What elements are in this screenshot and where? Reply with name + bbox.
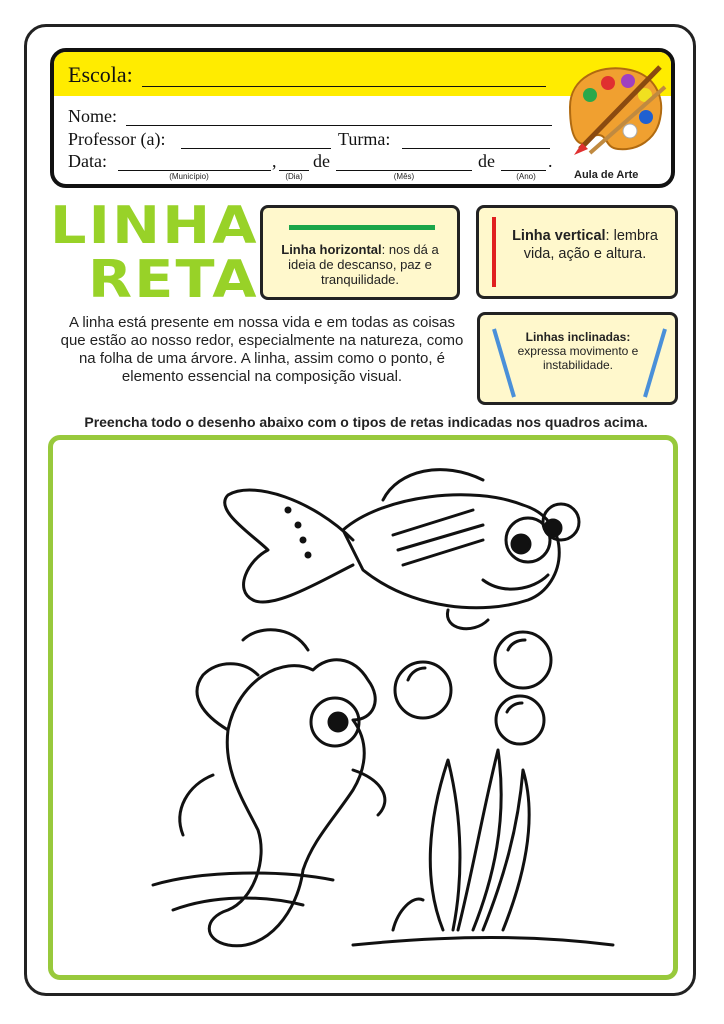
bubbles-drawing [395,632,551,744]
year-field[interactable] [501,170,546,171]
green-horizontal-line [289,225,435,230]
vertical-line-box [476,205,678,299]
name-label: Nome: [68,106,117,126]
date-de-1: de [313,151,330,171]
coloring-frame [48,435,678,980]
teacher-label: Professor (a): [68,129,166,149]
instruction-text: Preencha todo o desenho abaixo com o tipos de retas indicadas nos quadros acima. [84,414,648,430]
teacher-field[interactable] [181,148,331,149]
date-de-2: de [478,151,495,171]
inclined-lines-box [477,312,678,405]
inclined-lines-title: Linhas inclinadas: [525,330,631,344]
horizontal-line-text [271,242,449,287]
logo-caption: Aula de Arte [574,169,639,181]
school-label: Escola: [68,62,133,87]
student-info-header [50,48,675,188]
name-field[interactable] [126,125,552,126]
date-label: Data: [68,151,107,171]
red-vertical-line [492,217,496,287]
sub-mes: (Mês) [393,172,415,181]
date-comma: , [272,151,277,171]
school-field[interactable] [142,86,546,87]
intro-paragraph: A linha está presente em nossa vida e em todas as coisas que estão ao nosso redor, especialmente na natureza, como na folha de uma árvore. A linha, assim como o ponto, é elemento essencial na composição visual. [60,314,464,385]
class-field[interactable] [402,148,550,149]
inclined-lines-text [516,330,640,372]
horizontal-line-box [260,205,460,300]
sub-ano: (Ano) [516,172,536,181]
paint-palette-icon [560,57,670,157]
title-line-1: LINHA [50,196,259,256]
title-line-2: RETA [88,250,259,310]
date-period: . [548,151,553,171]
month-field[interactable] [336,170,472,171]
coloring-drawing [53,440,673,975]
day-field[interactable] [279,170,309,171]
vertical-line-desc: : lembra vida, ação e altura. [523,228,658,262]
vertical-line-title: Linha vertical [512,228,606,244]
inclined-lines-desc: expressa movimento e instabilidade. [517,344,639,372]
seahorse-drawing [153,630,385,946]
vertical-line-text [505,227,665,263]
sub-municipio: (Município) [169,172,209,181]
municipio-field[interactable] [118,170,271,171]
horizontal-line-desc: : nos dá a ideia de descanso, paz e tranquilidade. [288,242,439,287]
fish-drawing [225,470,579,629]
class-label: Turma: [338,129,391,149]
seaweed-drawing [353,750,613,945]
sub-dia: (Dia) [285,172,303,181]
horizontal-line-title: Linha horizontal [281,242,382,257]
